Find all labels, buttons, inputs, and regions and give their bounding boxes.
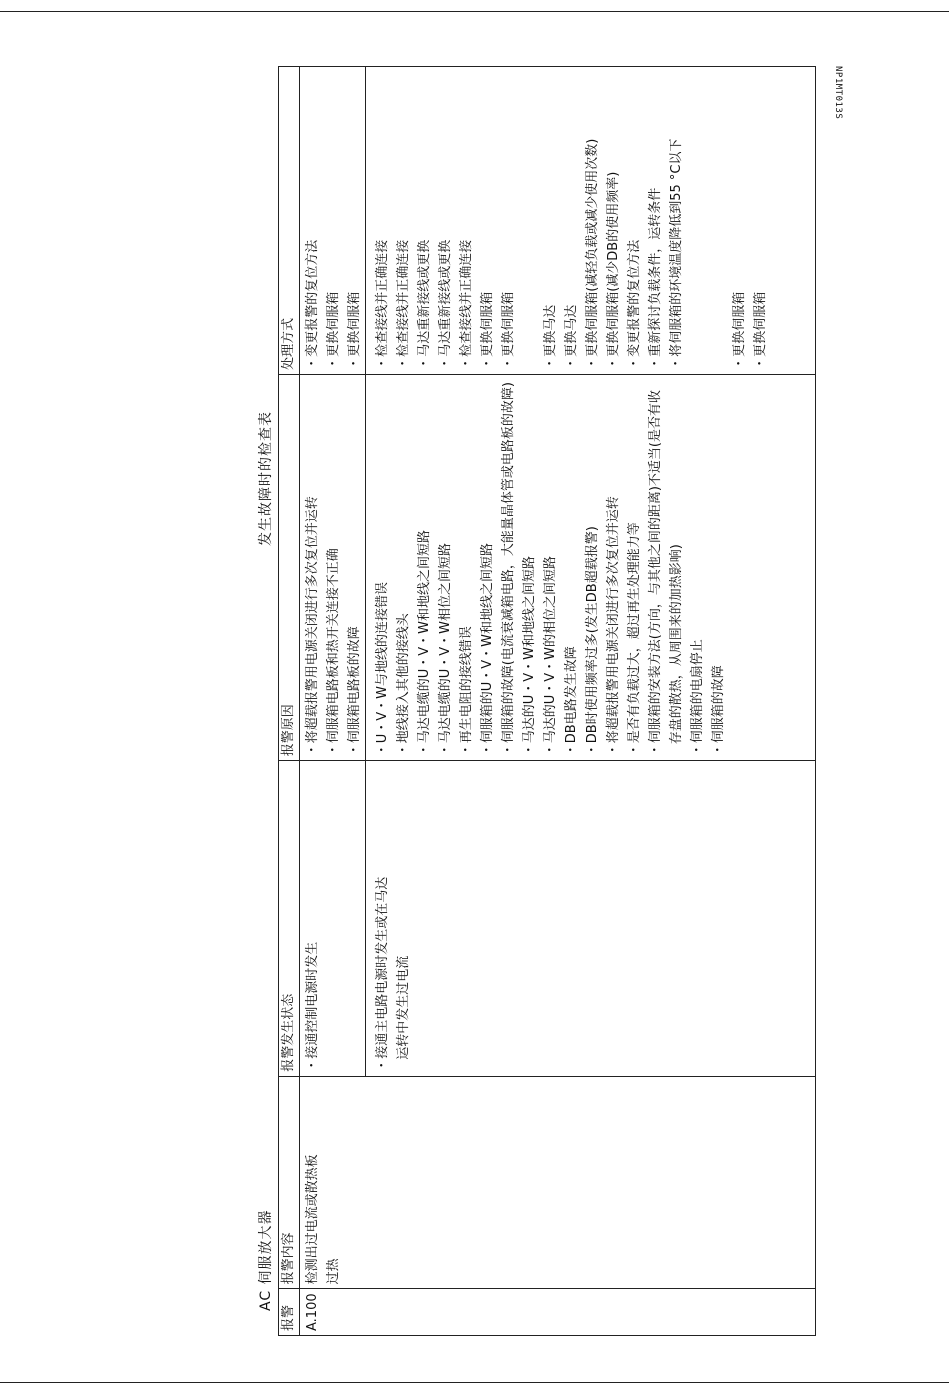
cause-item: ・ 伺服箱电路板和热开关连接不正确: [323, 379, 344, 756]
cause-item: ・ 伺服箱的电扇停止: [687, 379, 708, 756]
action-item: ・ 马达重新接线或更换: [435, 71, 456, 370]
cause-item: ・ 马达电缆的U・V・W和地线之间短路: [414, 379, 435, 756]
cause-item: ・ 伺服箱的U・V・W和地线之间短路: [477, 379, 498, 756]
action-item: ・ 更换马达: [540, 71, 561, 370]
cause-item: ・ 是否有负载过大，超过再生处理能力等: [624, 379, 645, 756]
cause-cell: [300, 374, 366, 760]
action-cell: [366, 67, 816, 375]
header-alarm-content: 报警内容: [279, 1076, 300, 1289]
header-alarm: 报警: [279, 1289, 300, 1336]
state-cell: [300, 761, 366, 1076]
table-row: [300, 67, 366, 1336]
action-item: ・ 更换伺服箱: [477, 71, 498, 370]
cause-item: ・ 伺服箱电路板的故障: [344, 379, 365, 756]
bottom-rule: [0, 1382, 949, 1383]
header-row: [279, 67, 300, 1336]
cause-item: ・ 将超载报警用电源关闭进行多次复位并运转: [603, 379, 624, 756]
action-item: ・ 更换伺服箱(减少DB的使用频率): [603, 71, 624, 370]
cause-item: ・ 伺服箱的故障: [708, 379, 729, 756]
header-cause: 报警原因: [279, 374, 300, 760]
rotated-page: [258, 66, 833, 1336]
document-code: NP1MT013S: [833, 66, 843, 120]
state-cell: [366, 761, 816, 1076]
action-item: ・ 检查接线并正确连接: [456, 71, 477, 370]
action-item: ・ 更换伺服箱: [498, 71, 519, 370]
cause-item: ・ DB时使用频率过多(发生DB超载报警): [582, 379, 603, 756]
cause-item: ・ 伺服箱的故障(电流衰减箱电路，大能量晶体管或电路板的故障): [498, 379, 519, 756]
cause-cell: [366, 374, 816, 760]
action-item: ・ 更换伺服箱: [729, 71, 750, 370]
alarm-content: [300, 1076, 816, 1289]
cause-item: ・ 马达的U・V・W的相位之间短路: [540, 379, 561, 756]
header-action: 处理方式: [279, 67, 300, 375]
state-text: ・ 接通控制电源时发生: [302, 765, 323, 1071]
alarm-content-text: 检测出过电流或散热板过热: [305, 1154, 341, 1285]
cause-item: ・ DB电路发生故障: [561, 379, 582, 756]
action-item: ・ 检查接线并正确连接: [372, 71, 393, 370]
alarm-code: A.100: [300, 1289, 816, 1336]
action-item: ・ 更换伺服箱: [750, 71, 771, 370]
action-cell: [300, 67, 366, 375]
fault-check-table: [278, 66, 816, 1336]
action-item: ・ 更换伺服箱: [323, 71, 344, 370]
cause-item: ・ U・V・W与地线的连接错误: [372, 379, 393, 756]
action-item: ・ 更换伺服箱: [344, 71, 365, 370]
action-item: ・ 变更报警的复位方法: [302, 71, 323, 370]
action-item: ・ 重新探讨负载条件，运转条件: [645, 71, 666, 370]
action-item: ・ 马达重新接线或更换: [414, 71, 435, 370]
cause-item: ・ 再生电阻的接线错误: [456, 379, 477, 756]
cause-item: ・ 马达电缆的U・V・W相位之间短路: [435, 379, 456, 756]
cause-item: ・ 伺服箱的安装方法(方向，与其他之间的距离)不适当(是否有收存盘的散热，从周围来的加热影响): [645, 379, 687, 756]
action-item: ・ 更换伺服箱(减轻负载或减少使用次数): [582, 71, 603, 370]
top-rule: [0, 11, 949, 12]
action-item: ・ 变更报警的复位方法: [624, 71, 645, 370]
cause-item: ・ 地线接入其他的接线头: [393, 379, 414, 756]
action-item: ・ 检查接线并正确连接: [393, 71, 414, 370]
action-item: ・ 更换马达: [561, 71, 582, 370]
cause-item: ・ 将超载报警用电源关闭进行多次复位并运转: [302, 379, 323, 756]
state-text: ・ 接通主电路电源时发生或在马达运转中发生过电流: [372, 870, 414, 1072]
table-title: 发生故障时的检查表: [258, 411, 274, 546]
cause-item: ・ 马达的U・V・W和地线之间短路: [519, 379, 540, 756]
header-state: 报警发生状态: [279, 761, 300, 1076]
section-subtitle: AC 伺服放大器: [258, 1209, 274, 1311]
action-item: ・ 将伺服箱的环境温度降低到55 °C以下: [666, 71, 687, 370]
